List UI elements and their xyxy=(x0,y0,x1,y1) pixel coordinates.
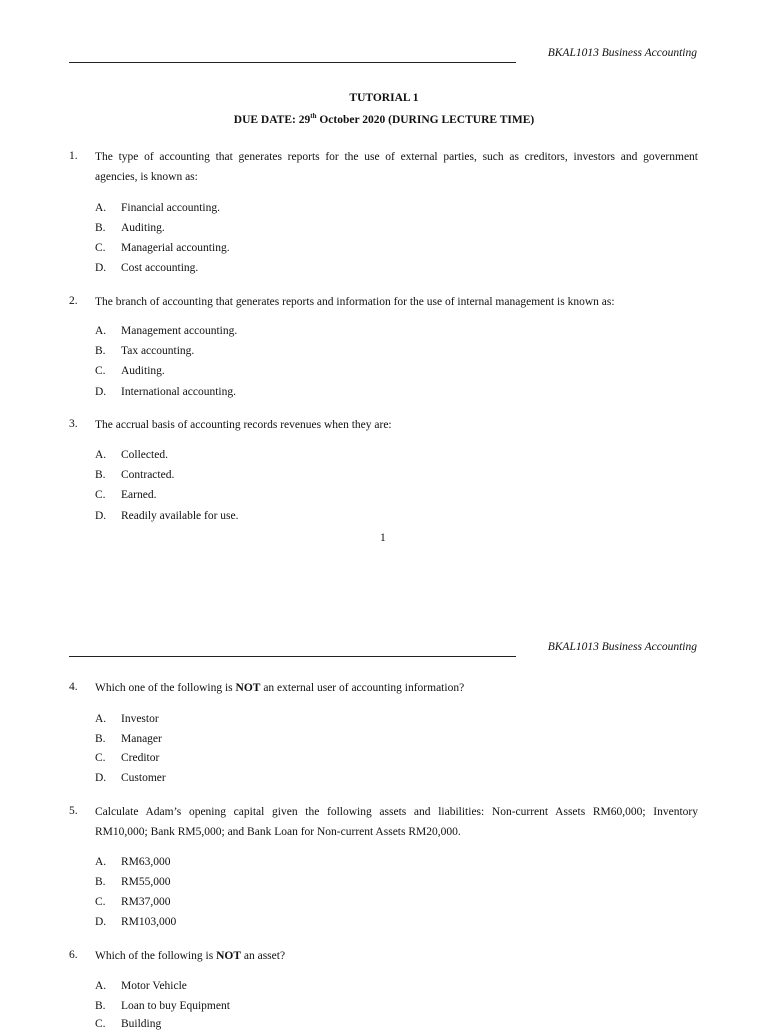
option-letter: D. xyxy=(95,510,107,522)
option-text: Creditor xyxy=(121,752,160,764)
option-letter: A. xyxy=(95,325,107,337)
page-header-line xyxy=(69,62,516,63)
page-header-course: BKAL1013 Business Accounting xyxy=(547,641,697,653)
option-letter: B. xyxy=(95,222,106,234)
option-letter: C. xyxy=(95,365,106,377)
option-letter: A. xyxy=(95,449,107,461)
tutorial-title: TUTORIAL 1 xyxy=(349,92,419,104)
option-text: RM37,000 xyxy=(121,896,171,908)
option-text: Auditing. xyxy=(121,222,165,234)
question-text: Calculate Adam’s opening capital given the following assets and liabilities: Non-current Assets RM60,000; Inventory xyxy=(95,806,698,818)
option-text: Motor Vehicle xyxy=(121,980,187,992)
option-text: Manager xyxy=(121,733,162,745)
option-text: Customer xyxy=(121,772,166,784)
page-number: 1 xyxy=(380,532,386,544)
option-text: International accounting. xyxy=(121,386,236,398)
question-number: 5. xyxy=(69,805,78,817)
option-letter: C. xyxy=(95,242,106,254)
option-text: Collected. xyxy=(121,449,168,461)
option-letter: C. xyxy=(95,489,106,501)
question-number: 6. xyxy=(69,949,78,961)
option-text: RM103,000 xyxy=(121,916,177,928)
option-text: Financial accounting. xyxy=(121,202,220,214)
question-number: 1. xyxy=(69,150,78,162)
option-letter: C. xyxy=(95,1018,106,1030)
question-text-continued: agencies, is known as: xyxy=(95,171,198,183)
option-text: Management accounting. xyxy=(121,325,238,337)
option-text: Managerial accounting. xyxy=(121,242,230,254)
option-text: Building xyxy=(121,1018,162,1030)
option-text: Tax accounting. xyxy=(121,345,195,357)
page-header-course: BKAL1013 Business Accounting xyxy=(547,47,697,59)
question-text-continued: RM10,000; Bank RM5,000; and Bank Loan for Non-current Assets RM20,000. xyxy=(95,826,461,838)
option-letter: B. xyxy=(95,1000,106,1012)
option-letter: D. xyxy=(95,386,107,398)
question-text: Which one of the following is NOT an external user of accounting information? xyxy=(95,682,465,694)
option-letter: D. xyxy=(95,262,107,274)
question-text: Which of the following is NOT an asset? xyxy=(95,950,286,962)
emphasis-not: NOT xyxy=(235,682,261,694)
option-letter: B. xyxy=(95,345,106,357)
option-text: Earned. xyxy=(121,489,157,501)
option-text: Contracted. xyxy=(121,469,175,481)
option-letter: A. xyxy=(95,202,107,214)
option-letter: B. xyxy=(95,876,106,888)
question-number: 4. xyxy=(69,681,78,693)
option-text: Loan to buy Equipment xyxy=(121,1000,230,1012)
option-letter: C. xyxy=(95,752,106,764)
option-text: RM55,000 xyxy=(121,876,171,888)
option-letter: D. xyxy=(95,916,107,928)
due-date: DUE DATE: 29th October 2020 (DURING LECTURE TIME) xyxy=(233,112,535,126)
option-letter: D. xyxy=(95,772,107,784)
option-letter: C. xyxy=(95,896,106,908)
option-letter: A. xyxy=(95,713,107,725)
page-header-line xyxy=(69,656,516,657)
option-text: Cost accounting. xyxy=(121,262,199,274)
option-text: Readily available for use. xyxy=(121,510,239,522)
option-letter: B. xyxy=(95,733,106,745)
question-text: The type of accounting that generates reports for the use of external parties, such as creditors, investors and government xyxy=(95,151,698,163)
option-letter: B. xyxy=(95,469,106,481)
question-text: The branch of accounting that generates reports and information for the use of internal management is known as: xyxy=(95,296,615,308)
option-text: RM63,000 xyxy=(121,856,171,868)
option-text: Investor xyxy=(121,713,159,725)
question-number: 3. xyxy=(69,418,78,430)
option-letter: A. xyxy=(95,856,107,868)
emphasis-not: NOT xyxy=(216,950,241,962)
question-number: 2. xyxy=(69,295,78,307)
question-text: The accrual basis of accounting records revenues when they are: xyxy=(95,419,392,431)
option-text: Auditing. xyxy=(121,365,165,377)
option-letter: A. xyxy=(95,980,107,992)
